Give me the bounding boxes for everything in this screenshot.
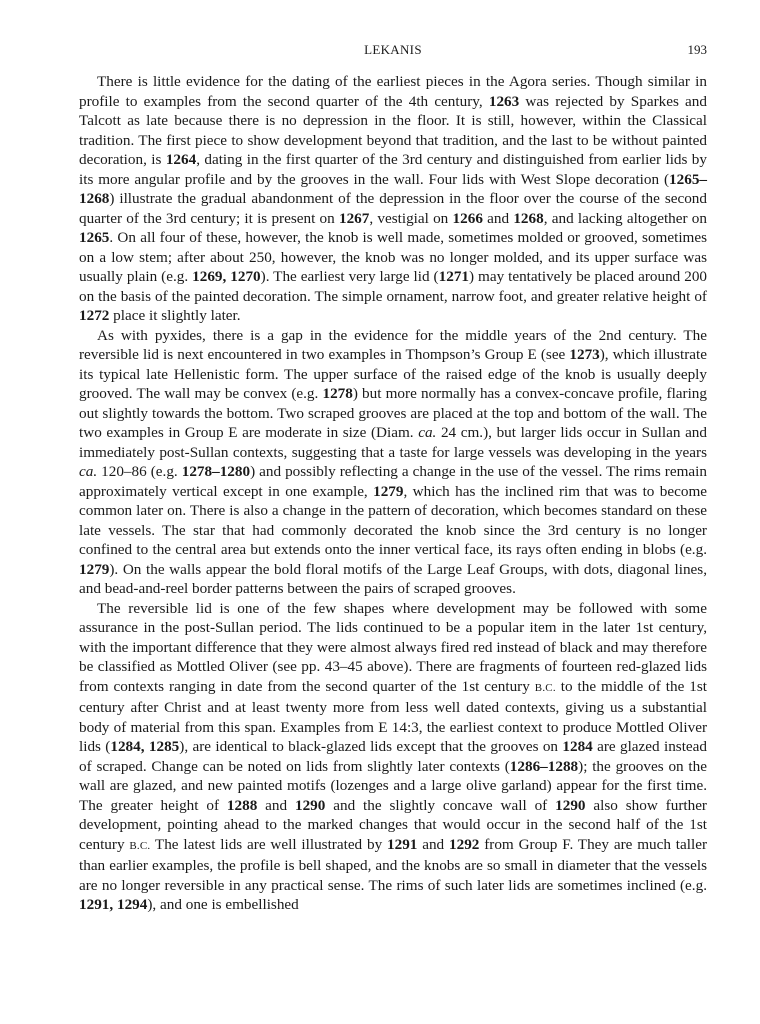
text-run: As with pyxides, there is a gap in the evidence for the middle years of the 2nd century. The reversible lid is next encountered in two examples in Thompson’s Group E (see bbox=[79, 326, 707, 363]
small-caps-text: B.C. bbox=[129, 839, 151, 852]
text-run: ) may tentatively be placed around 200 on the basis of the painted decoration. The simple ornament, narrow foot, and greater relative height of bbox=[79, 268, 708, 305]
text-run: and the slightly concave wall of bbox=[325, 796, 556, 814]
italic-text: ca. bbox=[79, 463, 98, 480]
catalogue-ref: 1290 bbox=[294, 796, 326, 814]
text-run: 24 cm.), but larger lids occur in Sullan and immediately post-Sullan contexts, suggesting that a taste for large vessels was developing in the years bbox=[79, 424, 707, 461]
running-head bbox=[79, 40, 707, 62]
text-run: was rejected by Sparkes and Talcott as late because there is no depression in the floor. It is still, however, within the Classical tradition. The first piece to show development beyond that tradition, and the last to be without painted decoration, is bbox=[79, 92, 707, 168]
text-run: , dating in the first quarter of the 3rd century and distinguished from earlier lids by its more angular profile and by the grooves in the wall. Four lids with West Slope decoration ( bbox=[79, 151, 707, 188]
text-run: ). The earliest very large lid ( bbox=[260, 268, 439, 285]
body-text bbox=[79, 72, 707, 915]
text-run: and bbox=[417, 835, 449, 853]
text-run: also show further development, pointing ahead to the marked changes that would occur in the second half of the 1st century bbox=[79, 796, 707, 853]
catalogue-ref: 1278–1280 bbox=[181, 463, 251, 480]
catalogue-ref: 1269, 1270 bbox=[192, 268, 261, 285]
catalogue-ref: 1292 bbox=[449, 835, 480, 853]
text-run: There is little evidence for the dating of the earliest pieces in the Agora series. Though similar in profile to examples from the second quarter of the 4th century, bbox=[79, 73, 707, 110]
catalogue-ref: 1291 bbox=[387, 835, 418, 853]
catalogue-ref: 1265 bbox=[79, 229, 110, 246]
catalogue-ref: 1288 bbox=[226, 796, 258, 814]
catalogue-ref: 1286–1288 bbox=[509, 757, 579, 775]
text-run: , vestigial on bbox=[369, 209, 453, 227]
text-run: ), which illustrate its typical late Hellenistic form. The upper surface of the raised edge of the knob is usually deeply grooved. The wall may be convex (e.g. bbox=[79, 346, 707, 402]
page-number: 193 bbox=[687, 42, 707, 57]
catalogue-ref: 1272 bbox=[79, 307, 110, 324]
text-run: ) and possibly reflecting a change in the use of the vessel. The rims remain approximately vertical except in one example, bbox=[79, 463, 707, 500]
text-run: ) illustrate the gradual abandonment of the depression in the floor over the course of the second quarter of the 3rd century; it is present on bbox=[79, 190, 707, 227]
catalogue-ref: 1265–1268 bbox=[79, 170, 707, 207]
page bbox=[79, 40, 707, 915]
catalogue-ref: 1279 bbox=[79, 560, 110, 578]
catalogue-ref: 1271 bbox=[438, 268, 469, 285]
catalogue-ref: 1290 bbox=[555, 796, 586, 814]
catalogue-ref: 1284, 1285 bbox=[110, 738, 180, 755]
catalogue-ref: 1263 bbox=[488, 92, 520, 110]
text-run: ), and one is embellished bbox=[147, 896, 299, 913]
text-run: The latest lids are well illustrated by bbox=[150, 835, 388, 853]
text-run: ) but more normally has a convex-concave profile, flaring out slightly towards the bottom. Two scraped grooves are placed at the top and bottom of the wall. The two examples in Group E are moderate in size (Diam. bbox=[79, 385, 707, 441]
text-run: The reversible lid is one of the few shapes where development may be followed with some assurance in the post-Sullan period. The lids continued to be a popular item in the later 1st century, with the important difference that they were almost always fired red instead of black and may therefore be classified as Mottled Oliver (see pp. 43–45 above). There are fragments of fourteen red-glazed lids from contexts ranging in date from the second quarter of the 1st century bbox=[79, 599, 707, 695]
catalogue-ref: 1268 bbox=[513, 209, 544, 227]
text-run: place it slightly later. bbox=[109, 307, 241, 324]
catalogue-ref: 1284 bbox=[562, 738, 593, 755]
small-caps-text: B.C. bbox=[534, 681, 556, 694]
text-run: and bbox=[257, 796, 295, 814]
catalogue-ref: 1264 bbox=[165, 151, 197, 168]
text-run: are glazed instead of scraped. Change can be noted on lids from slightly later contexts ( bbox=[79, 738, 707, 775]
italic-text: ca. bbox=[418, 424, 437, 441]
paragraph-3 bbox=[79, 599, 707, 915]
catalogue-ref: 1273 bbox=[569, 346, 600, 363]
paragraph-2 bbox=[79, 326, 707, 599]
text-run: and bbox=[482, 209, 514, 227]
text-run: , and lacking altogether on bbox=[543, 209, 707, 227]
text-run: ); the grooves on the wall are glazed, and new painted motifs (lozenges and a large olive garland) appear for the first time. The greater height of bbox=[79, 757, 707, 814]
catalogue-ref: 1267 bbox=[338, 209, 370, 227]
paragraph-1 bbox=[79, 72, 707, 326]
text-run: 120–86 (e.g. bbox=[97, 463, 182, 480]
catalogue-ref: 1291, 1294 bbox=[79, 896, 148, 913]
catalogue-ref: 1266 bbox=[452, 209, 483, 227]
text-run: ), are identical to black-glazed lids except that the grooves on bbox=[179, 738, 563, 755]
text-run: to the middle of the 1st century after Christ and at least twenty more from less well dated contexts, giving us a substantial body of material from this span. Examples from E 14:3, the earliest context to produce Mottled Oliver lids ( bbox=[79, 677, 707, 755]
catalogue-ref: 1278 bbox=[322, 385, 353, 402]
text-run: . On all four of these, however, the knob is well made, sometimes molded or grooved, sometimes on a low stem; after about 250, however, the knob was no longer molded, and its upper surface was usually plain (e.g. bbox=[79, 229, 707, 285]
text-run: from Group F. They are much taller than earlier examples, the profile is bell shaped, and the knobs are so small in diameter that the vessels are no longer reversible in any practical sense. The rims of such later lids are sometimes inclined (e.g. bbox=[79, 835, 707, 894]
text-run: , which has the inclined rim that was to become common later on. There is also a change in the pattern of decoration, which becomes standard on these late vessels. The star that had commonly decorated the knob since the 3rd century is no longer confined to the central area but extends onto the inner vertical face, its rays often ending in blobs (e.g. bbox=[79, 482, 707, 558]
text-run: ). On the walls appear the bold floral motifs of the Large Leaf Groups, with dots, diagonal lines, and bead-and-reel border patterns between the pairs of scraped grooves. bbox=[79, 560, 707, 597]
catalogue-ref: 1279 bbox=[373, 482, 404, 500]
running-title: LEKANIS bbox=[364, 42, 422, 57]
